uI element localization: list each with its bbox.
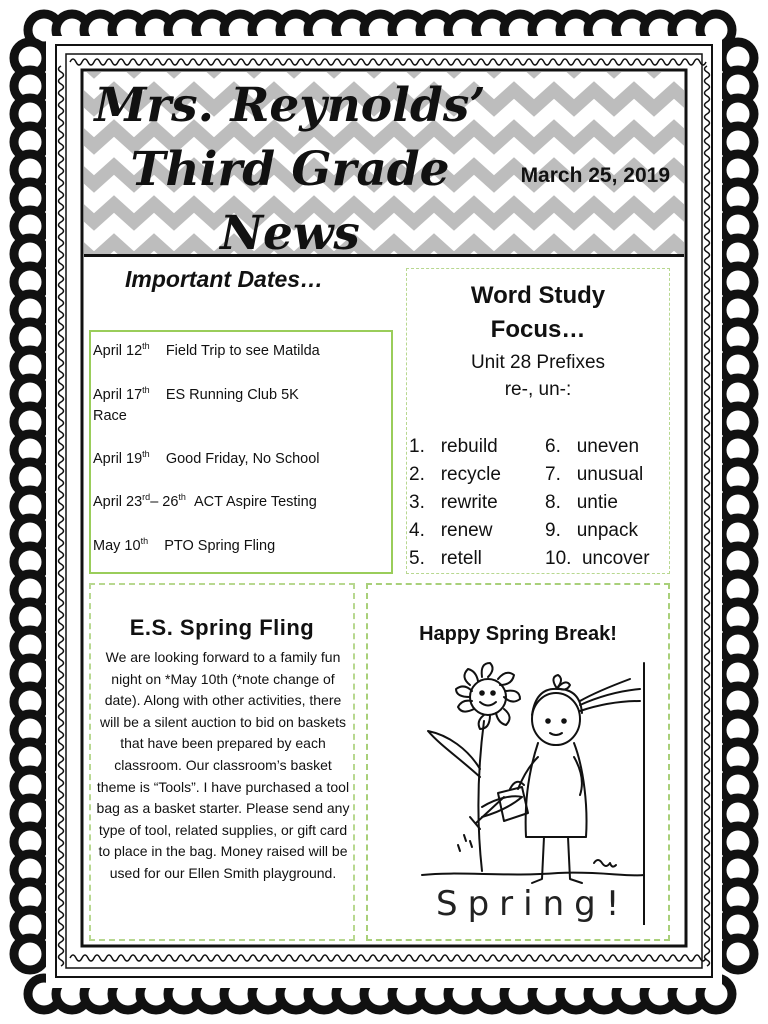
spring-fling-title: E.S. Spring Fling: [129, 615, 315, 640]
spring-break-title: Happy Spring Break!: [419, 623, 617, 645]
date-item: May 10th PTO Spring Fling: [93, 536, 276, 554]
important-dates-box: [89, 330, 393, 574]
date-item: April 19th Good Friday, No School: [93, 449, 320, 467]
word-study-box: [406, 268, 670, 574]
title-line: News: [220, 206, 360, 257]
date-item: April 12th Field Trip to see Matilda: [93, 341, 320, 359]
newsletter-title: [90, 74, 490, 257]
spring-break-box: [366, 583, 670, 941]
word-study-title: Word Study Focus…: [470, 282, 606, 343]
date-item: April 23rd– 26th ACT Aspire Testing: [93, 492, 317, 510]
spring-fling-body: We are looking forward to a family fun night on *May 10th (*note change of date). Along with other activities, there will be a silent auction to bid on baskets that have been prepared by each classroom. Our classroom’s basket theme is “Tools”. I have purchased a tool bag as a basket starter. Please send any type of tool, related supplies, or gift card to place in the bag. Money raised will be used for our Ellen Smith playground.: [96, 649, 350, 881]
word-item: 1. rebuild: [409, 436, 498, 457]
spring-word-art: Spring!: [436, 884, 630, 924]
word-item: 4. renew: [409, 520, 493, 541]
newsletter-date: March 25, 2019: [520, 164, 670, 187]
word-item: 10. uncover: [545, 548, 650, 569]
newsletter-header: [84, 72, 684, 257]
word-item: 7. unusual: [545, 464, 644, 485]
title-line: Mrs. Reynolds’: [94, 78, 486, 133]
date-item: April 17th ES Running Club 5K Race: [93, 385, 299, 424]
word-item: 3. rewrite: [409, 492, 498, 513]
important-dates-heading: Important Dates…: [125, 266, 324, 292]
word-study-subtitle: Unit 28 Prefixes re-, un-:: [470, 352, 606, 400]
title-line: Third Grade: [130, 142, 450, 197]
word-item: 5. retell: [409, 548, 482, 569]
word-item: 8. untie: [545, 492, 618, 513]
word-item: 2. recycle: [409, 464, 501, 485]
spring-fling-box: [89, 583, 355, 941]
spring-girl-watering-flower-illustration: [418, 657, 648, 925]
word-item: 9. unpack: [545, 520, 638, 541]
word-item: 6. uneven: [545, 436, 640, 457]
